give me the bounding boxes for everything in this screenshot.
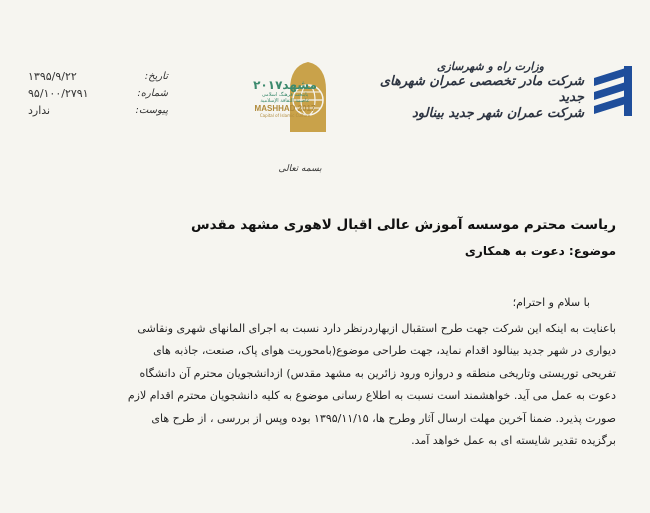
body-line: دعوت به عمل می آید. خواهشمند است نسبت به اطلاع رسانی موضوع به کلیه دانشجویان محترم اقدام لازم	[127, 389, 616, 403]
parent-company-name: شرکت مادر تخصصی عمران شهرهای جدید	[379, 73, 584, 105]
subject: موضوع: دعوت به همکاری	[464, 244, 616, 258]
letter-meta	[28, 68, 168, 119]
body-line: باعنایت به اینکه این شرکت جهت طرح استقبال ازبهاردرنظر دارد نسبت به اجرای المانهای شهری ونقاشی	[137, 322, 616, 335]
body-line: صورت پذیرد. ضمنا آخرین مهلت ارسال آثار وطرح ها، ۱۳۹۵/۱۱/۱۵ بوده وپس از بررسی ، از طرح های	[151, 411, 616, 425]
recipient: ریاست محترم موسسه آموزش عالی اقبال لاهوری مشهد مقدس	[191, 217, 616, 233]
greeting: با سلام و احترام؛	[512, 296, 590, 309]
organization-logo-icon	[590, 62, 636, 120]
basmala: بسمه تعالی	[278, 164, 322, 174]
emblem-title: مشهد۲۰۱۷	[253, 78, 317, 92]
meta-attachment-row	[28, 102, 168, 119]
emblem-subtitle-ar: عاصمة الثقافة الإسلامية	[260, 98, 310, 104]
meta-date-row	[28, 68, 168, 85]
letter-attachment: ندارد	[28, 104, 51, 117]
meta-number-row	[28, 85, 168, 102]
attachment-label: پیوست:	[135, 105, 168, 116]
emblem-subtitle-fa: پایتخت فرهنگ اسلامی	[261, 92, 309, 98]
body-line: تفریحی توریستی وتاریخی منطقه و دروازه ورود زائرین به مشهد مقدس) ازدانشجویان محترم آن دانشگاه	[139, 366, 616, 380]
ministry-name: وزارت راه و شهرسازی	[436, 60, 544, 73]
body-paragraph	[24, 318, 616, 452]
company-name: شرکت عمران شهر جدید بینالود	[412, 106, 584, 122]
letter-number: ۹۵/۱۰۰/۲۷۹۱	[28, 87, 89, 100]
emblem-caption	[250, 78, 320, 118]
letter-date: ۱۳۹۵/۹/۲۲	[28, 70, 77, 83]
date-label: تاریخ:	[144, 71, 168, 82]
number-label: شماره:	[137, 88, 168, 99]
body-line: دیواری در شهر جدید بینالود اقدام نماید، جهت طراحی موضوع(بامحوریت هوای پاک، صنعت، جاذبه های	[153, 344, 616, 358]
organization-name	[364, 60, 584, 123]
emblem-title-en: MASHHAD 2017	[254, 104, 316, 113]
body-line: برگزیده تقدیر شایسته ای به عمل خواهد آمد.	[411, 434, 616, 448]
emblem-subtitle-en: Capital of Islamic Culture	[259, 113, 311, 118]
